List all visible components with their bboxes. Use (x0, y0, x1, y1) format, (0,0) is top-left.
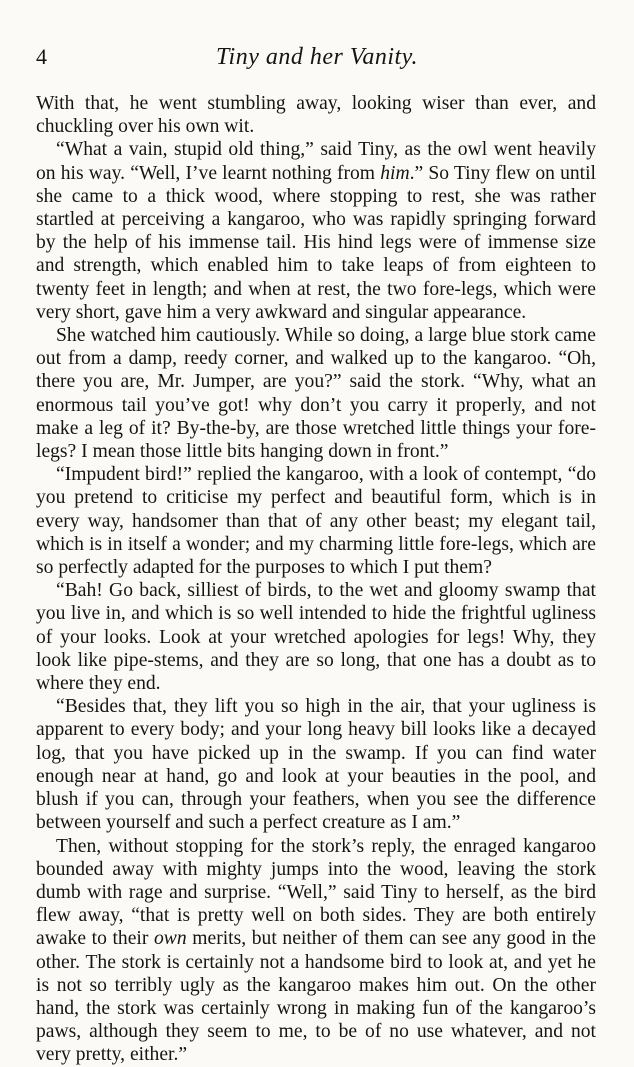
text-run: .” So Tiny flew on until she came to a thick wood, where stopping to rest, she was rather startled at perceiving a kangaroo, who was rapidly springing forward by the help of his immense tail. His hind legs were of immense size and strength, which enabled him to take leaps of from eighteen to twenty feet in length; and when at rest, the two fore-legs, which were very short, gave him a very awkward and singular appearance. (36, 162, 596, 323)
text-run: Then, without stopping for the stork’s reply, the enraged kangaroo bounded away with mighty jumps into the wood, leaving the stork dumb with rage and surprise. “Well,” said Tiny to herself, as the bird flew away, “that is pretty well on both sides. They are both entirely awake to their (36, 835, 596, 950)
text-run: With that, he went stumbling away, looking wiser than ever, and chuckling over his own wit. (36, 93, 596, 138)
paragraph (36, 579, 596, 695)
body-text (36, 92, 596, 1067)
paragraph (36, 463, 596, 579)
paragraph (36, 695, 596, 834)
paragraph (36, 138, 596, 324)
italic-text: him (380, 162, 410, 184)
page-number: 4 (36, 44, 47, 69)
paragraph (36, 835, 596, 1067)
text-run: “Besides that, they lift you so high in the air, that your ugliness is apparent to every body; and your long heavy bill looks like a decayed log, that you have picked up in the swamp. If you can find water enough near at hand, go and look at your beauties in the pool, and blush if you can, through your feathers, when you see the difference between yourself and such a perfect creature as I am.” (36, 696, 596, 834)
text-run: She watched him cautiously. While so doing, a large blue stork came out from a damp, reedy corner, and walked up to the kangaroo. “Oh, there you are, Mr. Jumper, are you?” said the stork. “Why, what an enormous tail you’ve got! why don’t you carry it properly, and not make a leg of it? By-the-by, are those wretched little things your fore-legs? I mean those little bits hanging down in front.” (36, 325, 596, 463)
text-run: “Bah! Go back, silliest of birds, to the wet and gloomy swamp that you live in, and which is so well intended to hide the frightful ugliness of your looks. Look at your wretched apologies for legs! Why, they look like pipe-stems, and they are so long, that one has a doubt as to where they end. (36, 580, 596, 695)
text-run: “Impudent bird!” replied the kangaroo, with a look of contempt, “do you pretend to criticise my perfect and beautiful form, which is in every way, handsomer than that of any other beast; my elegant tail, which is in itself a wonder; and my charming little fore-legs, which are so perfectly adapted for the purposes to which I put them? (36, 464, 596, 579)
paragraph (36, 92, 596, 138)
page-header (36, 44, 598, 74)
text-run: “What a vain, stupid old thing,” said Tiny, as the owl went heavily on his way. “Well, I’ve learnt nothing from (36, 139, 596, 184)
running-title: Tiny and her Vanity. (216, 44, 418, 70)
paragraph (36, 324, 596, 463)
italic-text: own (154, 928, 187, 950)
text-run: merits, but neither of them can see any good in the other. The stork is certainly not a handsome bird to look at, and yet he is not so terribly ugly as the kangaroo makes him out. On the other hand, the stork was certainly wrong in making fun of the kangaroo’s paws, although they seem to me, to be of no use whatever, and not very pretty, either.” (36, 928, 596, 1066)
